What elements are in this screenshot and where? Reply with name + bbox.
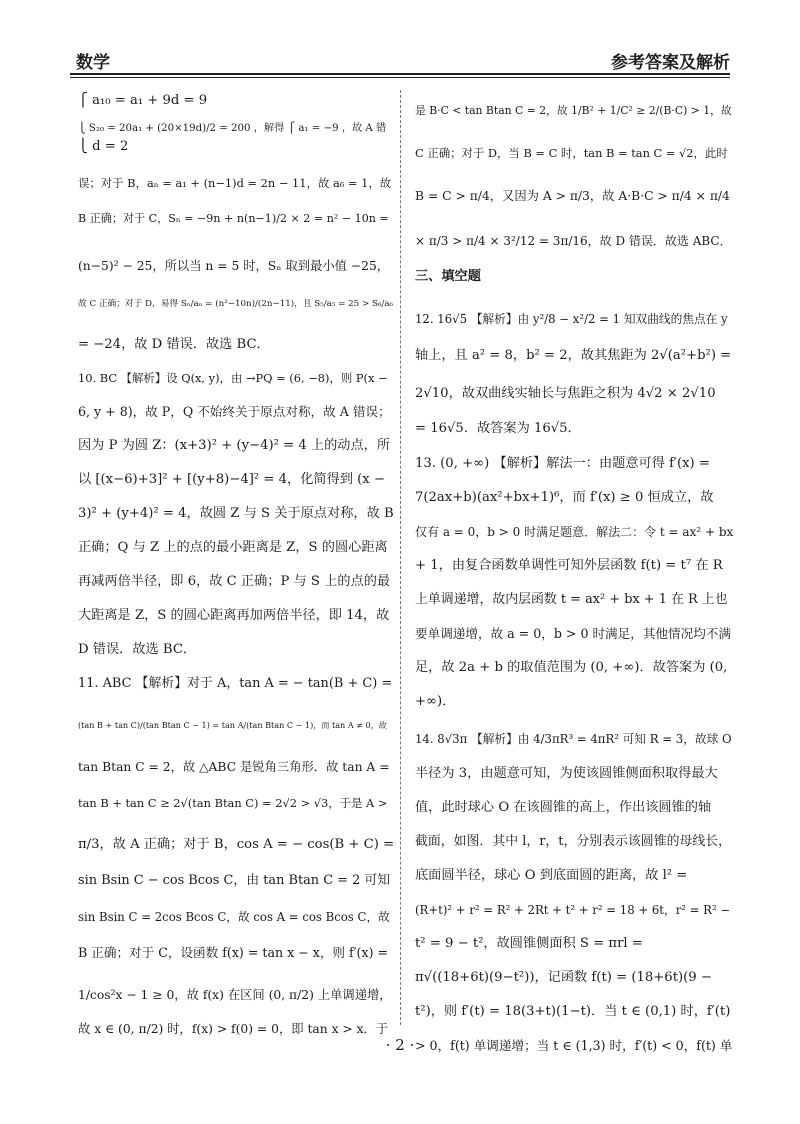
text-line: ⎧ a₁₀ = a₁ + 9d = 9	[78, 93, 208, 108]
text-line: t² = 9 − t²，故圆锥侧面积 S = πrl =	[415, 936, 643, 951]
text-line: 截面，如图．其中 l，r，t，分别表示该圆锥的母线长，	[415, 834, 732, 849]
header-rule-thick	[70, 73, 730, 75]
section-heading: 三、填空题	[415, 269, 481, 284]
text-line: 故 C 正确；对于 D，易得 Sₙ/aₙ = (n²−10n)/(2n−11)，且 S₅/a₅ = 25 > S₆/a₆	[78, 299, 394, 309]
text-line: ⎩ S₂₀ = 20a₁ + (20×19d)/2 = 200 ，解得 ⎧ a₁ = −9 ，故 A 错	[78, 123, 387, 134]
text-line: 仅有 a = 0，b > 0 时满足题意．解法二：令 t = ax² + bx	[415, 525, 734, 539]
text-line: + 1，由复合函数单调性可知外层函数 f(t) = t⁷ 在 R	[415, 558, 723, 573]
section-label: 参考答案及解析	[611, 53, 730, 73]
text-line: π√((18+6t)(9−t²))，记函数 f(t) = (18+6t)(9 −	[415, 970, 712, 985]
text-line: 14. 8√3π 【解析】由 4/3πR³ = 4πR² 可知 R = 3，故球 O	[415, 732, 732, 746]
text-line: × π/3 > π/4 × 3²/12 = 3π/16，故 D 错误．故选 ABC．	[415, 234, 732, 248]
text-line: = −24，故 D 错误．故选 BC．	[78, 337, 270, 352]
header-rule-thin	[70, 77, 730, 78]
text-line: 要单调递增，故 a = 0，b > 0 时满足，其他情况均不满	[415, 626, 731, 641]
text-line: 大距离是 Z，S 的圆心距离再加两倍半径，即 14，故	[78, 608, 390, 623]
text-line: 以 [(x−6)+3]² + [(y+8)−4]² = 4，化简得到 (x −	[78, 472, 385, 487]
text-line: 11. ABC 【解析】对于 A，tan A = − tan(B + C) =	[78, 676, 393, 691]
text-line: 1/cos²x − 1 ≥ 0，故 f(x) 在区间 (0, π/2) 上单调递增，	[78, 988, 392, 1002]
text-line: π/3，故 A 正确；对于 B，cos A = − cos(B + C) =	[78, 837, 395, 852]
text-line: 上单调递增，故内层函数 t = ax² + bx + 1 在 R 上也	[415, 592, 728, 607]
text-line: +∞)．	[415, 694, 456, 709]
text-line: 因为 P 为圆 Z：(x+3)² + (y−4)² = 4 上的动点，所	[78, 438, 391, 453]
text-line: 是 B·C < tan Btan C = 2，故 1/B² + 1/C² ≥ 2/(B·C) > 1，故	[415, 104, 732, 117]
text-line: (n−5)² − 25，所以当 n = 5 时，Sₙ 取到最小值 −25，	[78, 259, 390, 273]
text-line: ⎩ d = 2	[78, 139, 129, 154]
text-line: 底面圆半径，球心 O 到底面圆的距离，故 l² =	[415, 868, 688, 883]
text-line: (tan B + tan C)/(tan Btan C − 1) = tan A/(tan Btan C − 1)，而 tan A ≠ 0，故	[78, 720, 387, 730]
text-line: 7(2ax+b)(ax²+bx+1)⁶，而 f′(x) ≥ 0 恒成立，故	[415, 490, 714, 505]
text-line: D 错误．故选 BC．	[78, 642, 197, 657]
text-line: 故 x ∈ (0, π/2) 时，f(x) > f(0) = 0，即 tan x > x．于	[78, 1022, 389, 1036]
text-line: 6, y + 8)，故 P，Q 不始终关于原点对称，故 A 错误；	[78, 404, 391, 419]
text-line: 3)² + (y+4)² = 4，故圆 Z 与 S 关于原点对称，故 B	[78, 506, 394, 521]
text-line: t²)，则 f′(t) = 18(3+t)(1−t)．当 t ∈ (0,1) 时，f′(t)	[415, 1004, 731, 1019]
page-header	[70, 48, 730, 74]
text-line: sin Bsin C = 2cos Bcos C，故 cos A = cos Bcos C，故	[78, 910, 390, 924]
text-line: tan B + tan C ≥ 2√(tan Btan C) = 2√2 > √3，于是 A >	[78, 796, 388, 810]
text-line: 轴上，且 a² = 8，b² = 2，故其焦距为 2√(a²+b²) =	[415, 348, 732, 363]
text-line: C 正确；对于 D，当 B = C 时，tan B = tan C = √2，此时	[415, 146, 728, 160]
page-number: · 2 ·	[385, 1036, 415, 1054]
text-line: 值，此时球心 O 在该圆锥的高上，作出该圆锥的轴	[415, 800, 712, 815]
text-line: 误；对于 B，aₙ = a₁ + (n−1)d = 2n − 11，故 a₆ = 1，故	[78, 176, 392, 190]
text-line: tan Btan C = 2，故 △ABC 是锐角三角形．故 tan A =	[78, 760, 390, 774]
column-divider	[400, 90, 401, 1025]
text-line: 10. BC 【解析】设 Q(x, y)，由 →PQ = (6, −8)，则 P(x −	[78, 371, 388, 385]
text-line: 足，故 2a + b 的取值范围为 (0, +∞)．故答案为 (0,	[415, 660, 728, 675]
text-line: > 0，f(t) 单调递增；当 t ∈ (1,3) 时，f′(t) < 0，f(t) 单	[415, 1038, 733, 1053]
text-line: 2√10，故双曲线实轴长与焦距之积为 4√2 × 2√10	[415, 386, 716, 401]
text-line: B = C > π/4，又因为 A > π/3，故 A·B·C > π/4 × π/4	[415, 189, 730, 203]
text-line: 12. 16√5 【解析】由 y²/8 − x²/2 = 1 知双曲线的焦点在 y	[415, 312, 728, 326]
text-line: B 正确；对于 C，Sₙ = −9n + n(n−1)/2 × 2 = n² − 10n =	[78, 212, 389, 225]
text-line: 13. (0, +∞) 【解析】解法一：由题意可得 f′(x) =	[415, 456, 710, 471]
text-line: = 16√5．故答案为 16√5．	[415, 421, 581, 436]
text-line: 再减两倍半径，即 6，故 C 正确；P 与 S 上的点的最	[78, 574, 391, 589]
subject-label: 数学	[76, 53, 110, 73]
text-line: sin Bsin C − cos Bcos C，由 tan Btan C = 2 可知	[78, 873, 391, 888]
text-line: B 正确；对于 C，设函数 f(x) = tan x − x，则 f′(x) =	[78, 945, 389, 960]
text-line: (R+t)² + r² = R² + 2Rt + t² + r² = 18 + 6t，r² = R² −	[415, 903, 731, 917]
text-line: 半径为 3，由题意可知，为使该圆锥侧面积取得最大	[415, 766, 718, 781]
text-line: 正确；Q 与 Z 上的点的最小距离是 Z，S 的圆心距离	[78, 540, 388, 555]
